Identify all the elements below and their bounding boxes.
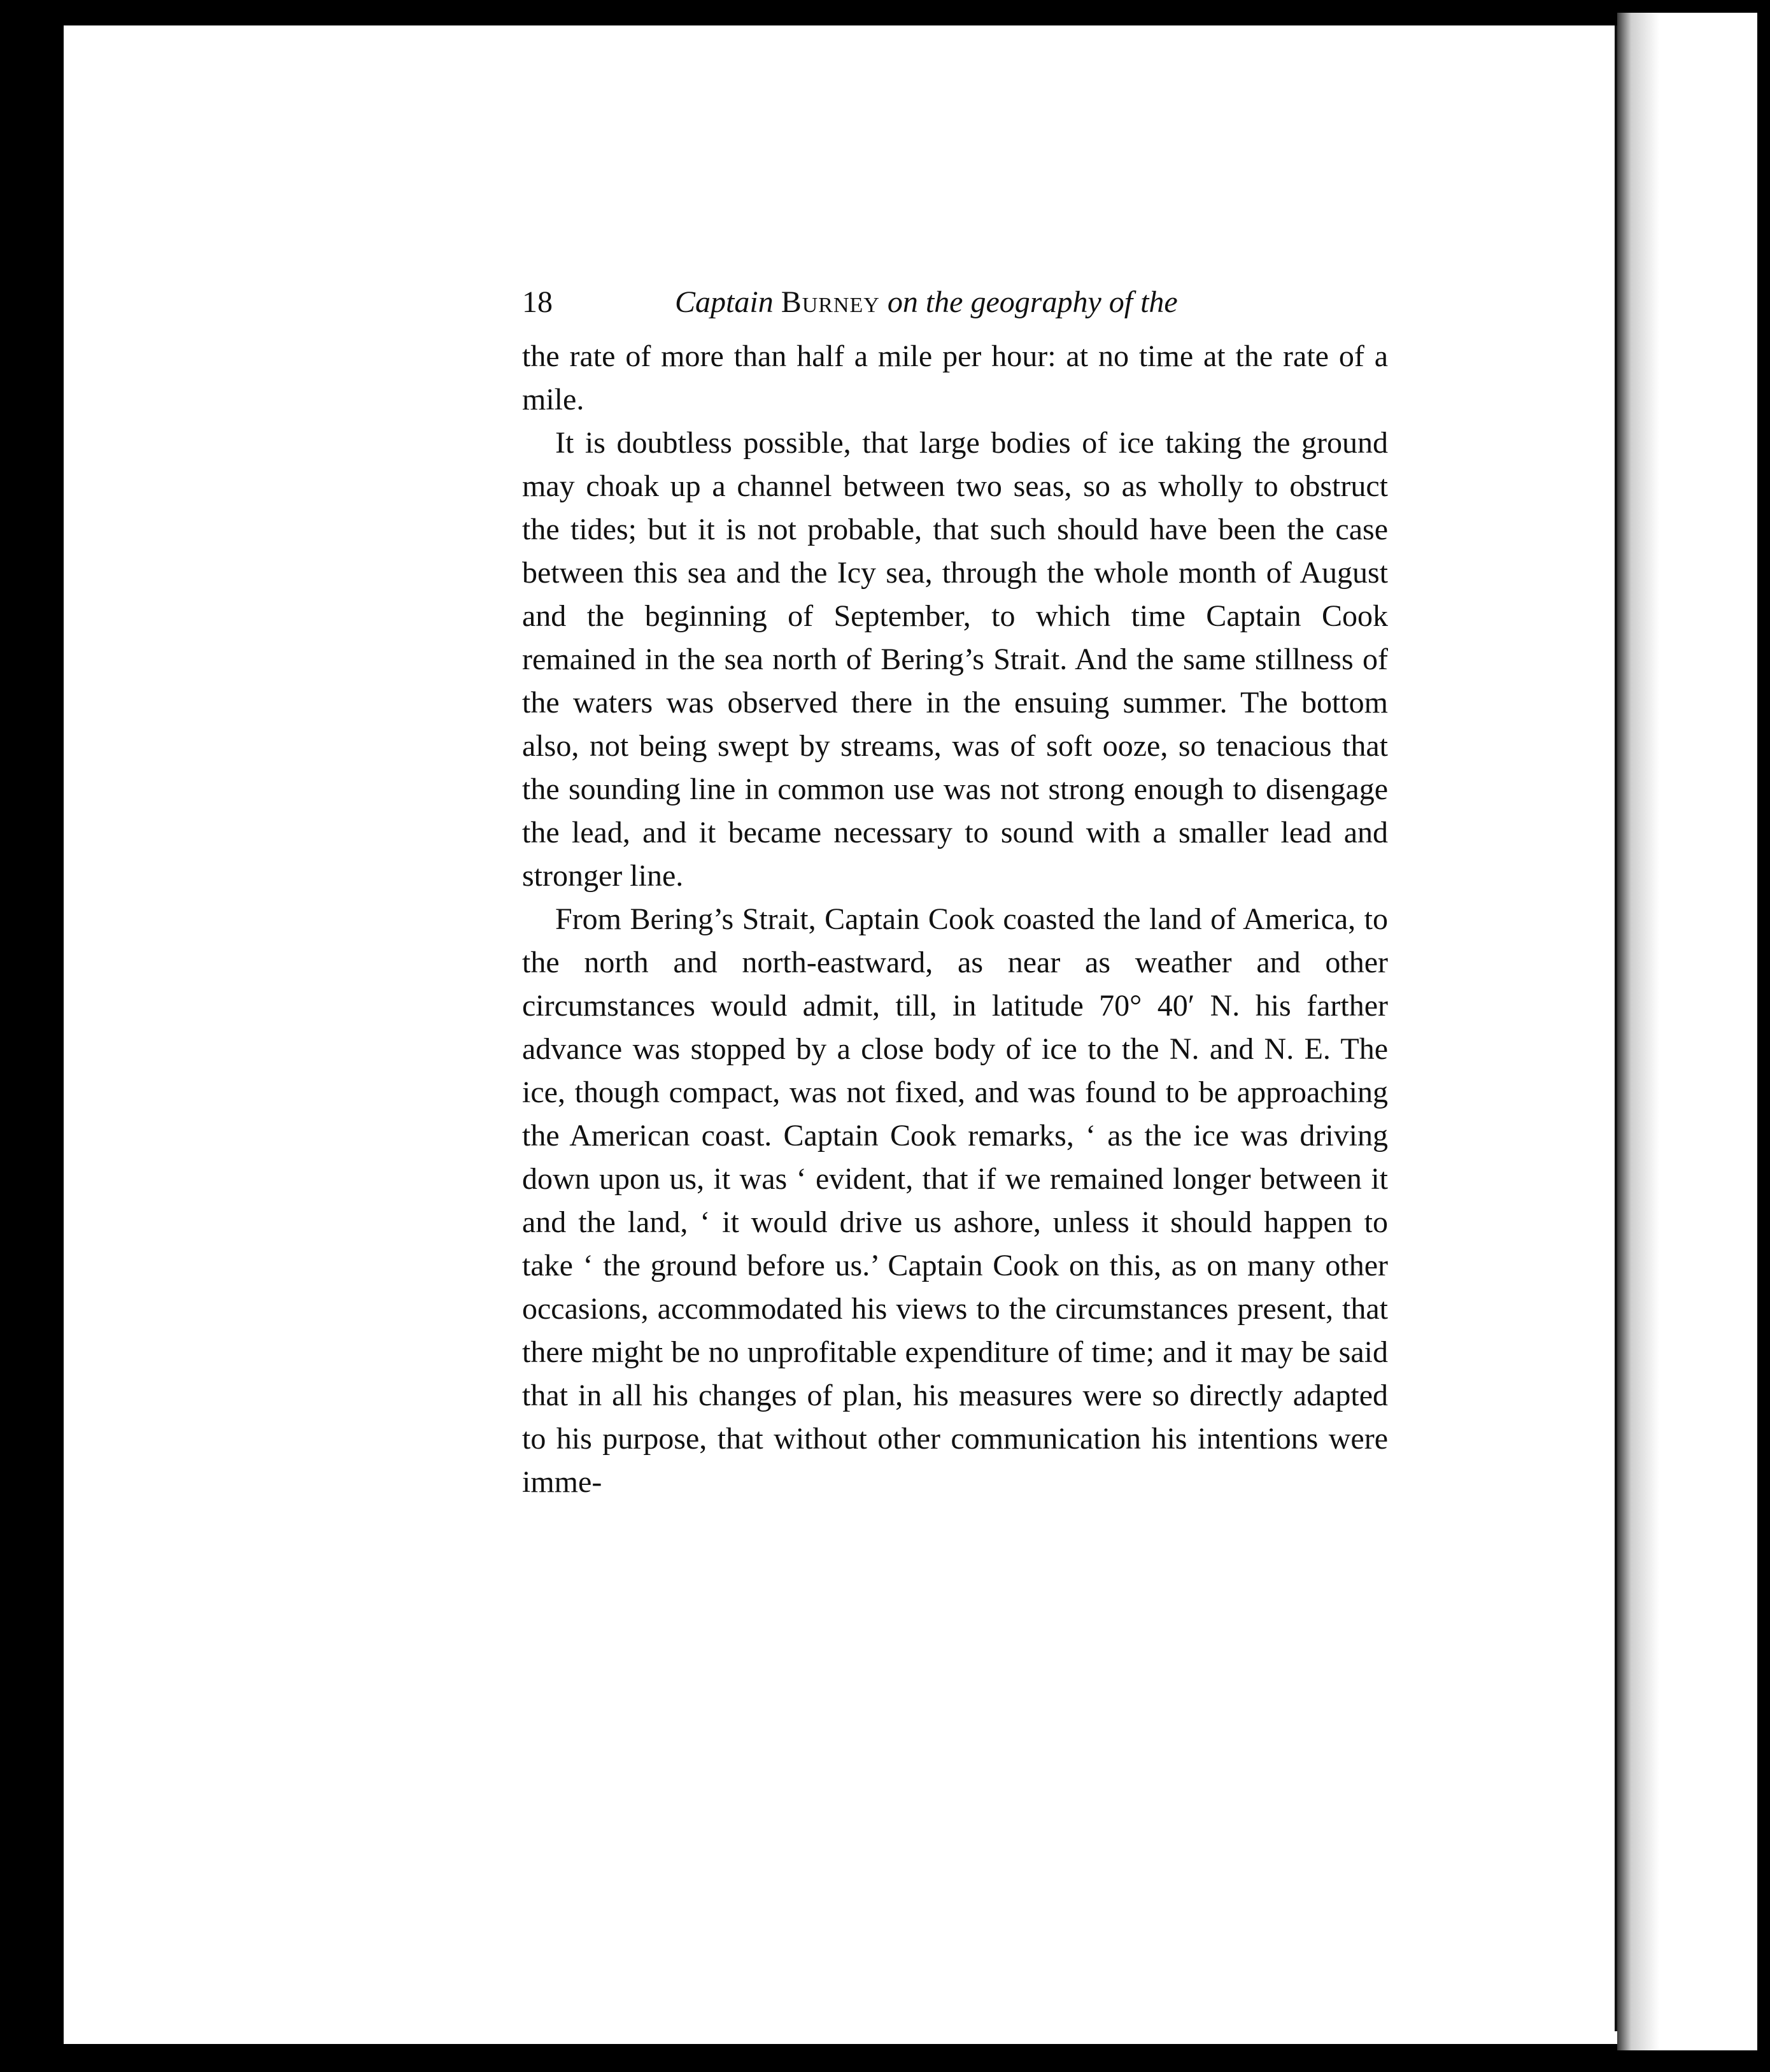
adjacent-page-edge <box>1617 13 1757 2050</box>
body-text <box>522 335 1388 1504</box>
text-block <box>522 280 1388 1504</box>
running-head-suffix: on the geography of the <box>887 285 1178 319</box>
running-head-prefix: Captain <box>675 285 774 319</box>
paragraph-1: the rate of more than half a mile per hour: at no time at the rate of a mile. <box>522 339 1388 416</box>
paragraph-2: It is doubtless possible, that large bodies of ice taking the ground may choak up a channel between two seas, so as wholly to obstruct the tides; but it is not probable, that such should have been the case between this sea and the Icy sea, through the whole month of August and the beginning of September, to which time Captain Cook remained in the sea north of Bering’s Strait. And the same stillness of the waters was observed there in the ensuing summer. The bottom also, not being swept by streams, was of soft ooze, so tenacious that the sounding line in common use was not strong enough to disengage the lead, and it became necessary to sound with a smaller lead and stronger line. <box>522 426 1388 893</box>
page-number: 18 <box>522 285 553 319</box>
running-head-name: Burney <box>781 285 880 319</box>
running-head-title <box>675 280 1178 325</box>
running-head <box>522 280 1388 325</box>
paragraph-3: From Bering’s Strait, Captain Cook coasted the land of America, to the north and north-eastward, as near as weather and other circumstances would admit, till, in latitude 70° 40′ N. his farther advance was stopped by a close body of ice to the N. and N. E. The ice, though compact, was not fixed, and was found to be approaching the American coast. Captain Cook remarks, ‘ as the ice was driving down upon us, it was ‘ evident, that if we remained longer between it and the land, ‘ it would drive us ashore, unless it should happen to take ‘ the ground before us.’ Captain Cook on this, as on many other occasions, accommodated his views to the circumstances present, that there might be no unprofitable expenditure of time; and it may be said that in all his changes of plan, his measures were so directly adapted to his purpose, that without other communication his intentions were imme- <box>522 902 1388 1499</box>
